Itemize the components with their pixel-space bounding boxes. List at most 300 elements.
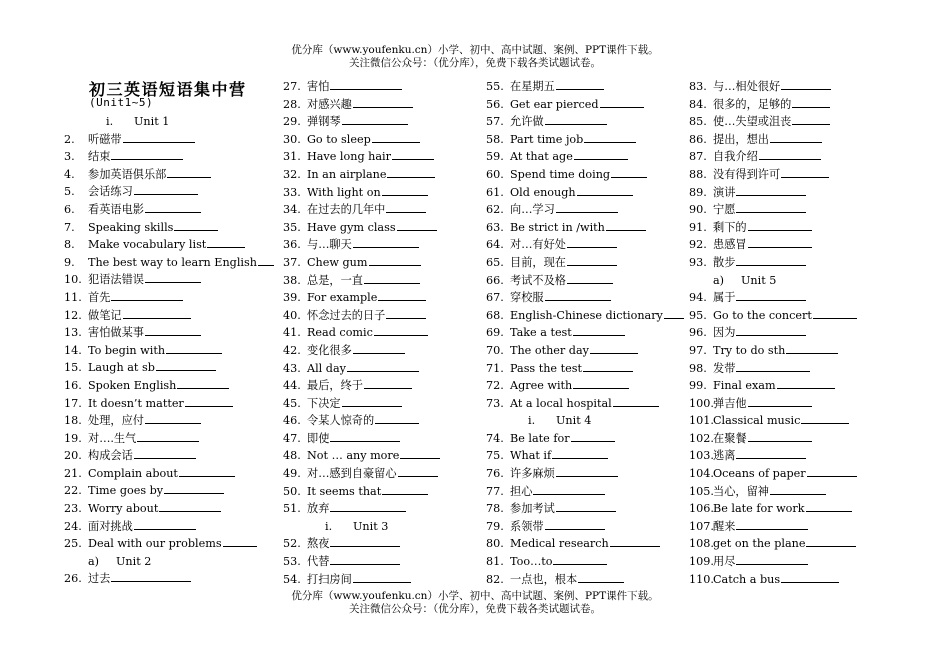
phrase-item <box>486 131 701 149</box>
phrase-text: 弹钢琴 <box>307 115 341 129</box>
answer-blank[interactable] <box>610 535 660 547</box>
answer-blank[interactable] <box>397 219 437 231</box>
answer-blank[interactable] <box>353 342 405 354</box>
phrase-item <box>486 500 701 518</box>
item-number: 53. <box>283 555 301 569</box>
answer-blank[interactable] <box>330 78 402 90</box>
phrase-text: Be strict in /with <box>510 220 605 234</box>
answer-blank[interactable] <box>156 359 216 371</box>
answer-blank[interactable] <box>258 254 274 266</box>
phrase-text: 在聚餐 <box>713 431 747 445</box>
phrase-item <box>64 465 279 483</box>
answer-blank[interactable] <box>123 131 195 143</box>
answer-blank[interactable] <box>736 254 806 266</box>
phrase-line <box>510 518 605 536</box>
answer-blank[interactable] <box>736 289 806 301</box>
answer-blank[interactable] <box>567 254 617 266</box>
item-number: 48. <box>283 449 301 463</box>
phrase-item <box>283 131 498 149</box>
answer-blank[interactable] <box>748 430 812 442</box>
phrase-item <box>64 518 279 536</box>
answer-blank[interactable] <box>748 395 812 407</box>
phrase-line <box>510 360 633 378</box>
answer-blank[interactable] <box>590 342 638 354</box>
answer-blank[interactable] <box>781 166 829 178</box>
answer-blank[interactable] <box>574 148 628 160</box>
item-number: 31. <box>283 150 301 164</box>
phrase-text: 在过去的几年中 <box>307 203 386 217</box>
phrase-item <box>64 201 279 219</box>
answer-blank[interactable] <box>364 377 412 389</box>
phrase-line <box>713 395 812 413</box>
phrase-line <box>510 272 613 290</box>
phrase-text: Too…to <box>510 555 553 569</box>
phrase-text: 参加英语俱乐部 <box>88 167 167 181</box>
phrase-line <box>307 553 400 571</box>
answer-blank[interactable] <box>392 148 434 160</box>
item-number: 110. <box>689 572 714 586</box>
phrase-text: 下决定 <box>307 396 341 410</box>
item-number: 100. <box>689 396 714 410</box>
answer-blank[interactable] <box>792 96 830 108</box>
answer-blank[interactable] <box>584 131 636 143</box>
item-number: 51. <box>283 502 301 516</box>
answer-blank[interactable] <box>781 78 831 90</box>
phrase-item <box>486 324 701 342</box>
phrase-text: Have long hair <box>307 150 391 164</box>
phrase-line <box>713 430 812 448</box>
item-number: 89. <box>689 185 707 199</box>
phrase-line <box>88 482 224 500</box>
answer-blank[interactable] <box>606 219 646 231</box>
answer-blank[interactable] <box>386 201 426 213</box>
answer-blank[interactable] <box>123 307 191 319</box>
phrase-line <box>713 254 806 272</box>
answer-blank[interactable] <box>134 518 196 530</box>
phrase-item <box>64 131 279 149</box>
phrase-line <box>88 377 229 395</box>
answer-blank[interactable] <box>664 307 684 319</box>
phrase-text: 与…相处很好 <box>713 80 781 93</box>
phrase-text: 最后，终于 <box>307 379 363 393</box>
phrase-text: 与…聊天 <box>307 238 352 252</box>
answer-blank[interactable] <box>736 553 808 565</box>
phrase-line <box>510 553 607 571</box>
answer-blank[interactable] <box>611 166 647 178</box>
phrase-text: 考试不及格 <box>510 273 566 287</box>
answer-blank[interactable] <box>567 272 613 284</box>
answer-blank[interactable] <box>577 184 633 196</box>
answer-blank[interactable] <box>545 518 605 530</box>
answer-blank[interactable] <box>736 518 808 530</box>
phrase-item <box>283 78 498 96</box>
phrase-item <box>283 272 498 290</box>
answer-blank[interactable] <box>372 131 420 143</box>
item-number: 54. <box>283 572 301 586</box>
answer-blank[interactable] <box>736 447 806 459</box>
item-number: 10. <box>64 273 82 287</box>
phrase-line <box>713 184 806 202</box>
phrase-item <box>689 96 904 114</box>
answer-blank[interactable] <box>806 500 852 512</box>
phrase-item <box>283 254 498 272</box>
phrase-text: 目前，现在 <box>510 255 566 269</box>
phrase-line <box>510 535 660 553</box>
phrase-text: 害怕 <box>307 80 330 93</box>
answer-blank[interactable] <box>806 535 856 547</box>
answer-blank[interactable] <box>134 183 198 195</box>
phrase-line <box>88 324 201 342</box>
item-number: 40. <box>283 308 301 322</box>
item-number: 5. <box>64 185 75 199</box>
phrase-item <box>486 307 701 325</box>
phrase-text: Spend time doing <box>510 167 611 181</box>
phrase-item <box>486 553 701 571</box>
phrase-line <box>510 447 608 465</box>
phrase-text: Go to sleep <box>307 132 371 146</box>
answer-blank[interactable] <box>545 113 607 125</box>
answer-blank[interactable] <box>353 236 419 248</box>
answer-blank[interactable] <box>736 184 806 196</box>
answer-blank[interactable] <box>166 342 222 354</box>
answer-blank[interactable] <box>573 324 625 336</box>
item-number: 106. <box>689 502 714 516</box>
answer-blank[interactable] <box>174 219 218 231</box>
phrase-text: 过去 <box>88 572 111 586</box>
phrase-item <box>486 483 701 501</box>
answer-blank[interactable] <box>567 236 617 248</box>
phrase-item <box>64 430 279 448</box>
phrase-line <box>713 465 857 483</box>
answer-blank[interactable] <box>736 360 810 372</box>
item-number: 22. <box>64 484 82 498</box>
phrase-item <box>64 395 279 413</box>
answer-blank[interactable] <box>387 166 435 178</box>
phrase-item <box>689 360 904 378</box>
phrase-line <box>510 377 629 395</box>
phrase-text: To begin with <box>88 343 166 357</box>
phrase-text: get on the plane <box>713 537 806 551</box>
phrase-item <box>283 571 498 589</box>
item-number: 41. <box>283 326 301 340</box>
phrase-line <box>307 483 428 501</box>
item-number: 11. <box>64 290 82 304</box>
item-number: 50. <box>283 484 301 498</box>
phrase-text: 首先 <box>88 290 111 304</box>
answer-blank[interactable] <box>748 236 812 248</box>
answer-blank[interactable] <box>573 377 629 389</box>
item-number: 64. <box>486 238 504 252</box>
item-number: 8. <box>64 238 75 252</box>
item-number: 109. <box>689 555 714 569</box>
phrase-item <box>283 430 498 448</box>
phrase-text: Classical music <box>713 414 801 428</box>
answer-blank[interactable] <box>374 324 428 336</box>
answer-blank[interactable] <box>145 324 201 336</box>
phrase-line <box>307 184 428 202</box>
phrase-text: 散步 <box>713 255 736 269</box>
item-number: 15. <box>64 361 82 375</box>
answer-blank[interactable] <box>533 483 605 495</box>
answer-blank[interactable] <box>556 78 604 90</box>
answer-blank[interactable] <box>353 571 411 583</box>
item-number: 28. <box>283 97 301 111</box>
phrase-text: 熬夜 <box>307 537 330 551</box>
phrase-text: Read comic <box>307 326 373 340</box>
answer-blank[interactable] <box>369 254 421 266</box>
phrase-line <box>713 78 831 96</box>
answer-blank[interactable] <box>583 360 633 372</box>
phrase-line <box>88 395 233 413</box>
answer-blank[interactable] <box>386 307 426 319</box>
answer-blank[interactable] <box>164 482 224 494</box>
phrase-item <box>689 447 904 465</box>
answer-blank[interactable] <box>375 412 419 424</box>
phrase-text: 剩下的 <box>713 220 747 234</box>
phrase-text: 使…失望或沮丧 <box>713 115 792 129</box>
answer-blank[interactable] <box>748 219 812 231</box>
item-number: 107. <box>689 519 714 533</box>
unit-label: Unit 5 <box>741 273 777 287</box>
phrase-text: Take a test <box>510 326 572 340</box>
item-number: 61. <box>486 185 504 199</box>
answer-blank[interactable] <box>330 500 406 512</box>
answer-blank[interactable] <box>571 430 615 442</box>
phrase-line <box>88 131 195 149</box>
phrase-item <box>689 553 904 571</box>
phrase-item <box>64 342 279 360</box>
phrase-text: 参加考试 <box>510 502 555 516</box>
phrase-line <box>713 412 849 430</box>
phrase-item <box>689 324 904 342</box>
answer-blank[interactable] <box>759 148 821 160</box>
phrase-text: 属于 <box>713 291 736 305</box>
item-number: 57. <box>486 115 504 129</box>
answer-blank[interactable] <box>137 430 199 442</box>
phrase-line <box>307 571 411 589</box>
phrase-text: Laugh at sb <box>88 361 155 375</box>
footer-line-2: 关注微信公众号：（优分库），免费下载各类试题试卷。 <box>349 603 601 615</box>
item-number: 80. <box>486 537 504 551</box>
phrase-text: Deal with our problems <box>88 537 222 551</box>
answer-blank[interactable] <box>145 201 201 213</box>
phrase-text: 构成会话 <box>88 449 133 463</box>
item-number: 36. <box>283 238 301 252</box>
phrase-item <box>689 571 904 589</box>
phrase-item <box>486 342 701 360</box>
phrase-item <box>283 553 498 571</box>
item-number: 69. <box>486 326 504 340</box>
phrase-line <box>510 96 644 114</box>
item-number: 49. <box>283 467 301 481</box>
phrase-line <box>713 201 806 219</box>
item-number: 23. <box>64 502 82 516</box>
answer-blank[interactable] <box>600 96 644 108</box>
item-number: 96. <box>689 326 707 340</box>
answer-blank[interactable] <box>813 307 857 319</box>
phrase-line <box>88 307 191 325</box>
item-number: 94. <box>689 291 707 305</box>
answer-blank[interactable] <box>382 483 428 495</box>
answer-blank[interactable] <box>781 571 839 583</box>
phrase-text: Worry about <box>88 502 159 516</box>
answer-blank[interactable] <box>134 447 196 459</box>
answer-blank[interactable] <box>578 571 624 583</box>
answer-blank[interactable] <box>330 430 400 442</box>
phrase-line <box>510 184 633 202</box>
item-number: 9. <box>64 255 75 269</box>
phrase-text: 当心，留神 <box>713 484 769 498</box>
phrase-item <box>486 236 701 254</box>
phrase-item <box>689 254 904 272</box>
answer-blank[interactable] <box>786 342 838 354</box>
unit-marker: i. <box>106 115 114 128</box>
item-number: 47. <box>283 431 301 445</box>
phrase-text: The best way to learn English <box>88 255 257 269</box>
phrase-text: 很多的，足够的 <box>713 97 792 111</box>
header-line-2: 关注微信公众号：（优分库），免费下载各类试题试卷。 <box>349 57 601 69</box>
item-number: 66. <box>486 273 504 287</box>
phrase-text: Not … any more <box>307 449 400 463</box>
answer-blank[interactable] <box>167 166 211 178</box>
answer-blank[interactable] <box>159 500 221 512</box>
item-number: 55. <box>486 80 504 93</box>
item-number: 3. <box>64 150 75 164</box>
phrase-item <box>689 219 904 237</box>
answer-blank[interactable] <box>770 131 822 143</box>
answer-blank[interactable] <box>801 412 849 424</box>
phrase-line <box>713 483 826 501</box>
phrase-text: Part time job <box>510 132 584 146</box>
unit-marker: i. <box>528 414 536 428</box>
phrase-text: With light on <box>307 185 381 199</box>
answer-blank[interactable] <box>792 113 830 125</box>
answer-blank[interactable] <box>207 236 245 248</box>
answer-blank[interactable] <box>179 465 235 477</box>
phrase-item <box>64 535 279 553</box>
answer-blank[interactable] <box>353 96 413 108</box>
answer-blank[interactable] <box>736 324 806 336</box>
phrase-text: At a local hospital <box>510 396 612 410</box>
header-line-1: 优分库（www.youfenku.cn）小学、初中、高中试题、案例、PPT课件下载。 <box>291 44 659 56</box>
answer-blank[interactable] <box>552 447 608 459</box>
item-number: 77. <box>486 484 504 498</box>
phrase-item <box>689 113 904 131</box>
item-number: 99. <box>689 379 707 393</box>
phrase-text: Time goes by <box>88 484 164 498</box>
item-number: 19. <box>64 431 82 445</box>
phrase-line <box>88 289 183 307</box>
answer-blank[interactable] <box>556 201 618 213</box>
answer-blank[interactable] <box>177 377 229 389</box>
item-number: 74. <box>486 431 504 445</box>
answer-blank[interactable] <box>556 465 618 477</box>
answer-blank[interactable] <box>223 535 257 547</box>
answer-blank[interactable] <box>111 148 183 160</box>
phrase-line <box>713 289 806 307</box>
answer-blank[interactable] <box>145 271 201 283</box>
answer-blank[interactable] <box>342 395 402 407</box>
item-number: 91. <box>689 220 707 234</box>
phrase-line <box>713 307 857 325</box>
item-number: 83. <box>689 80 707 93</box>
answer-blank[interactable] <box>545 289 611 301</box>
answer-blank[interactable] <box>398 465 438 477</box>
phrase-item <box>689 184 904 202</box>
answer-blank[interactable] <box>777 377 835 389</box>
phrase-item <box>283 412 498 430</box>
phrase-text: In an airplane <box>307 167 387 181</box>
phrase-line <box>88 201 201 219</box>
answer-blank[interactable] <box>145 412 201 424</box>
item-number: 32. <box>283 167 301 181</box>
item-number: 43. <box>283 361 301 375</box>
phrase-item <box>486 571 701 589</box>
answer-blank[interactable] <box>364 272 420 284</box>
phrase-item <box>283 500 498 518</box>
phrase-item <box>283 96 498 114</box>
phrase-text: 怀念过去的日子 <box>307 308 386 322</box>
phrase-item <box>283 307 498 325</box>
phrase-item <box>283 535 498 553</box>
item-number: 84. <box>689 97 707 111</box>
phrase-text: 担心 <box>510 484 533 498</box>
phrase-text: 允许做 <box>510 115 544 129</box>
answer-blank[interactable] <box>330 553 400 565</box>
phrase-line <box>713 166 829 184</box>
answer-blank[interactable] <box>347 360 419 372</box>
item-number: 56. <box>486 97 504 111</box>
item-number: 101. <box>689 414 714 428</box>
phrase-line <box>510 113 607 131</box>
item-number: 59. <box>486 150 504 164</box>
phrase-item <box>689 289 904 307</box>
answer-blank[interactable] <box>382 184 428 196</box>
phrase-item <box>486 148 701 166</box>
phrase-text: Agree with <box>510 379 573 393</box>
answer-blank[interactable] <box>185 395 233 407</box>
phrase-line <box>713 131 822 149</box>
item-number: 29. <box>283 115 301 129</box>
phrase-text: 演讲 <box>713 185 736 199</box>
answer-blank[interactable] <box>111 289 183 301</box>
answer-blank[interactable] <box>342 113 408 125</box>
answer-blank[interactable] <box>770 483 826 495</box>
phrase-text: 穿校服 <box>510 291 544 305</box>
phrase-line <box>88 183 198 201</box>
phrase-line <box>510 395 659 413</box>
phrase-item <box>64 482 279 500</box>
phrase-item <box>689 500 904 518</box>
phrase-item <box>689 131 904 149</box>
answer-blank[interactable] <box>613 395 659 407</box>
phrase-line <box>510 78 604 96</box>
item-number: 26. <box>64 572 82 586</box>
answer-blank[interactable] <box>111 570 191 582</box>
item-number: 6. <box>64 202 75 216</box>
answer-blank[interactable] <box>556 500 616 512</box>
answer-blank[interactable] <box>400 447 440 459</box>
answer-blank[interactable] <box>553 553 607 565</box>
answer-blank[interactable] <box>807 465 857 477</box>
answer-blank[interactable] <box>378 289 426 301</box>
phrase-item <box>64 359 279 377</box>
answer-blank[interactable] <box>330 535 400 547</box>
answer-blank[interactable] <box>736 201 806 213</box>
phrase-item <box>64 148 279 166</box>
item-number: 79. <box>486 519 504 533</box>
phrase-item <box>283 377 498 395</box>
